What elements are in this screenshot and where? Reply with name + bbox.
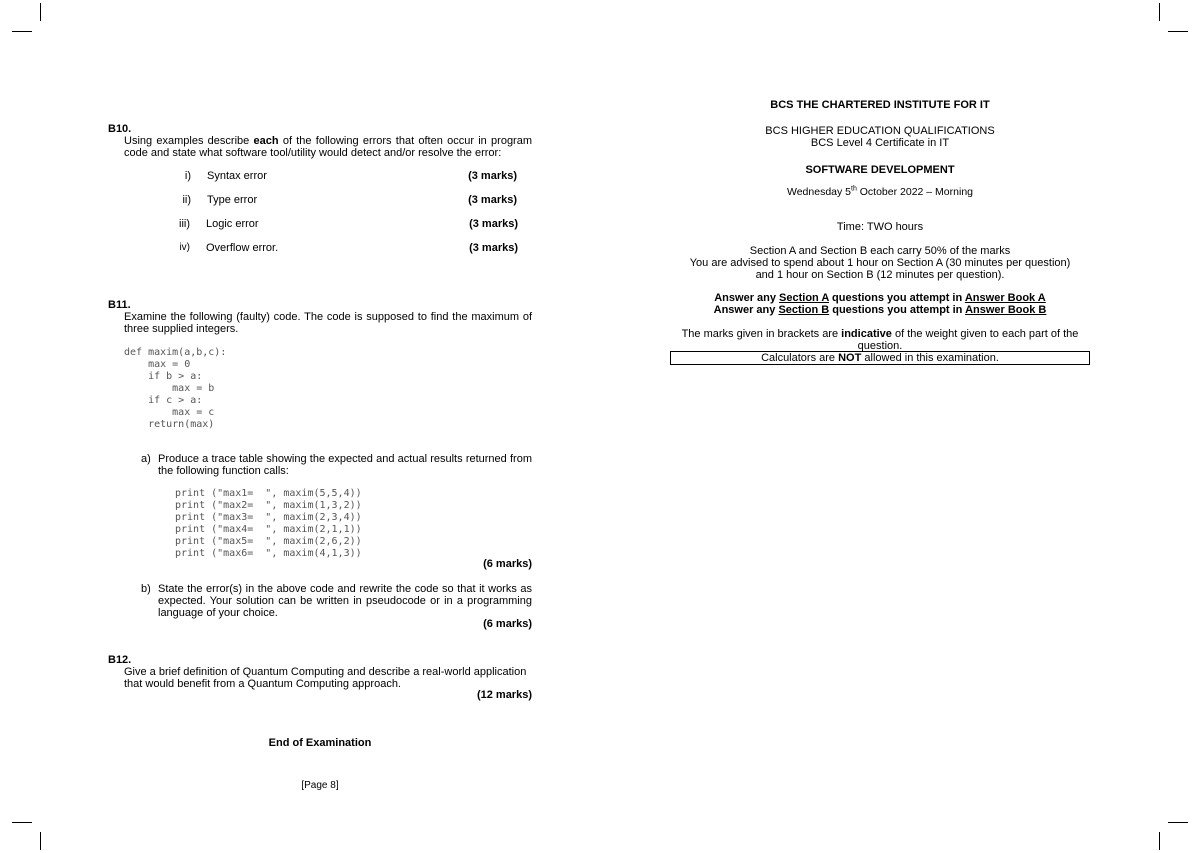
b12-marks: (12 marks) <box>476 689 532 701</box>
question-heading-b10: B10. <box>108 123 132 135</box>
answer-text: questions you attempt in <box>829 304 966 316</box>
list-item-number: iv) <box>179 242 190 253</box>
list-item-number: ii) <box>182 194 191 206</box>
function-calls-code: print ("max1= ", maxim(5,5,4)) print ("max2= ", maxim(1,3,2)) print ("max3= ", maxim(2,3,4)) print ("max4= ", maxim(2,1,1)) print ("max5= ", maxim(2,6,2)) print ("max6= ", maxim(4,1,3)) <box>175 488 362 559</box>
qualifications-title: BCS HIGHER EDUCATION QUALIFICATIONS <box>765 125 995 137</box>
sections-line-1: Section A and Section B each carry 50% of the marks <box>749 245 1011 257</box>
answer-text: Answer any <box>713 304 779 316</box>
crop-mark <box>12 822 32 823</box>
answer-book: Answer Book B <box>965 304 1047 316</box>
crop-mark <box>1159 832 1160 850</box>
list-item-marks: (3 marks) <box>469 218 518 230</box>
part-a-marks: (6 marks) <box>483 558 532 570</box>
list-item-marks: (3 marks) <box>469 242 518 254</box>
crop-mark <box>12 31 32 32</box>
question-text-b12: Give a brief definition of Quantum Computing and describe a real-world application that would benefit from a Quantum Computing approach. <box>124 666 527 690</box>
part-b-marks: (6 marks) <box>483 618 532 630</box>
notice-text: Calculators are <box>761 352 839 364</box>
list-item-marks: (3 marks) <box>468 170 517 182</box>
notice-text: allowed in this examination. <box>861 352 999 364</box>
intro-emphasis: each <box>253 135 279 147</box>
list-item-text: Syntax error <box>207 170 267 182</box>
calculator-notice-box <box>670 351 1090 365</box>
list-item-marks: (3 marks) <box>468 194 517 206</box>
answer-instruction-b <box>670 304 1090 316</box>
notice-emphasis: NOT <box>838 352 862 364</box>
date-text: Wednesday 5 <box>786 186 851 198</box>
marks-note <box>660 328 1100 352</box>
note-emphasis: indicative <box>841 328 892 340</box>
crop-mark <box>40 832 41 850</box>
exam-duration: Time: TWO hours <box>836 221 924 233</box>
sections-line-2: You are advised to spend about 1 hour on Section A (30 minutes per question) <box>689 257 1071 269</box>
certificate-level: BCS Level 4 Certificate in IT <box>810 137 950 149</box>
answer-section: Section A <box>779 292 829 304</box>
intro-text: Using examples describe <box>124 135 254 147</box>
crop-mark <box>1168 31 1188 32</box>
sections-line-3: and 1 hour on Section B (12 minutes per question). <box>755 269 1005 281</box>
question-heading-b11: B11. <box>108 299 131 311</box>
intro-text: of the following errors that often occur in program code and state what software tool/utility would detect and/or resolve the error: <box>124 135 533 159</box>
page-number: [Page 8] <box>301 780 339 791</box>
crop-mark <box>1168 822 1188 823</box>
list-item-text: Type error <box>207 194 258 206</box>
institute-title: BCS THE CHARTERED INSTITUTE FOR IT <box>770 99 990 111</box>
note-text: The marks given in brackets are <box>681 328 842 340</box>
end-of-examination: End of Examination <box>268 737 372 749</box>
question-intro-b11: Examine the following (faulty) code. The code is supposed to find the maximum of three supplied integers. <box>124 311 532 335</box>
answer-section: Section B <box>778 304 830 316</box>
question-intro-b10 <box>124 135 532 159</box>
crop-mark <box>1159 3 1160 21</box>
answer-book: Answer Book A <box>964 292 1046 304</box>
note-text: of the weight given to each part of the question. <box>857 328 1079 352</box>
list-item-text: Overflow error. <box>206 242 279 254</box>
exam-date <box>670 186 1090 198</box>
answer-instruction-a <box>670 292 1090 304</box>
list-item-text: Logic error <box>206 218 259 230</box>
code-block: def maxim(a,b,c): max = 0 if b > a: max = b if c > a: max = c return(max) <box>124 347 227 430</box>
part-a-text: Produce a trace table showing the expected and actual results returned from the following function calls: <box>158 453 532 477</box>
subject-title: SOFTWARE DEVELOPMENT <box>805 164 955 176</box>
date-ordinal: th <box>851 185 857 193</box>
answer-text: Answer any <box>714 292 780 304</box>
date-text: October 2022 – Morning <box>856 186 973 198</box>
part-label-b: b) <box>141 583 151 595</box>
list-item-number: i) <box>184 170 191 182</box>
list-item-number: iii) <box>179 218 190 230</box>
question-heading-b12: B12. <box>108 654 132 666</box>
answer-text: questions you attempt in <box>828 292 965 304</box>
part-label-a: a) <box>141 453 151 465</box>
part-b-text: State the error(s) in the above code and rewrite the code so that it works as expected. Your solution can be written in pseudocode or in a programming language of your choice. <box>158 583 532 619</box>
crop-mark <box>40 3 41 21</box>
